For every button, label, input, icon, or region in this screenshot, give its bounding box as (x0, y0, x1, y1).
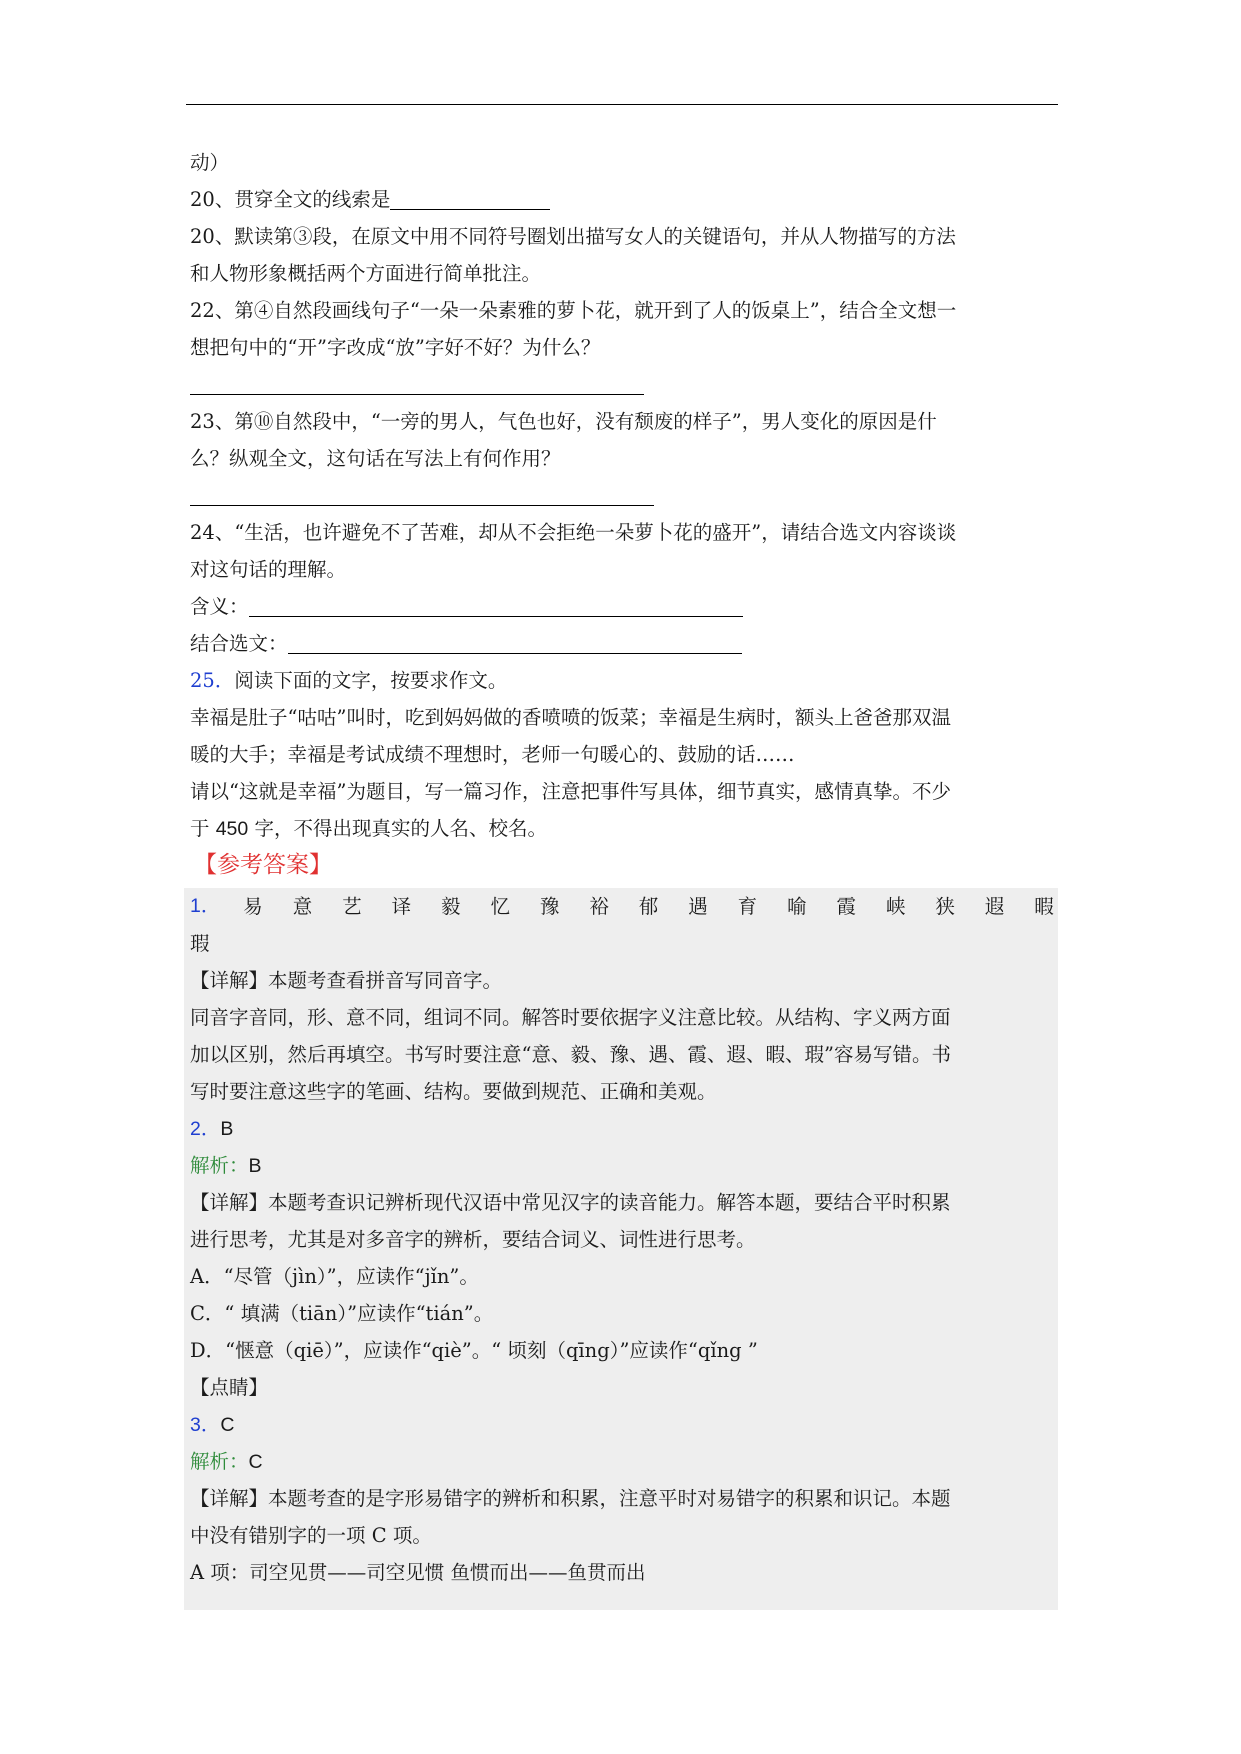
q23-line2: 么？纵观全文，这句话在写法上有何作用？ (190, 447, 561, 470)
a1-char: 峡 (885, 895, 906, 918)
q20a-line (190, 181, 1056, 218)
a2-detail-1: 【详解】本题考查识记辨析现代汉语中常见汉字的读音能力。解答本题，要结合平时积累 (190, 1191, 951, 1214)
q24-context-line (190, 625, 1056, 662)
a1-char: 意 (292, 895, 313, 918)
a1-detail-1: 【详解】本题考查看拼音写同音字。 (190, 969, 503, 992)
a3-detail-2: 中没有错别字的一项 C 项。 (190, 1524, 432, 1547)
q22-line2: 想把句中的“开”字改成“放”字好不好？为什么？ (190, 336, 601, 359)
q23-answer-blank[interactable] (190, 477, 1056, 514)
q24-meaning-line (190, 588, 1056, 625)
q24-meaning-blank[interactable] (249, 594, 743, 617)
q25-p1-line1: 幸福是肚子“咕咕”叫时，吃到妈妈做的香喷喷的饭菜；幸福是生病时，额头上爸爸那双温 (190, 706, 951, 729)
a3-option-a: A 项：司空见贯——司空见惯 鱼惯而出——鱼贯而出 (190, 1561, 646, 1584)
q24-line2: 对这句话的理解。 (190, 558, 347, 581)
a1-detail-4: 写时要注意这些字的笔画、结构。要做到规范、正确和美观。 (190, 1080, 717, 1103)
a1-char: 喻 (787, 895, 807, 918)
word-count: 450 (215, 818, 249, 840)
q25-number: 25． (190, 669, 235, 692)
q25-p2-line2 (190, 810, 1056, 847)
a2-number: 2． (190, 1118, 221, 1140)
q25-p2-line2-start: 于 (190, 817, 216, 840)
q20b-line1: 20、默读第③段，在原文中用不同符号圈划出描写女人的关键语句，并从人物描写的方法 (190, 225, 956, 248)
questions-section (190, 144, 1056, 884)
a1-last-char: 瑕 (190, 932, 210, 955)
q24-context-blank[interactable] (288, 631, 742, 654)
q25-p1-line2: 暖的大手；幸福是考试成绩不理想时，老师一句暖心的、鼓励的话…… (190, 743, 795, 766)
a3-parse-value: C (248, 1451, 263, 1473)
a2-parse-label: 解析： (190, 1154, 249, 1177)
a2-detail-2: 进行思考，尤其是对多音字的辨析，要结合词义、词性进行思考。 (190, 1228, 756, 1251)
a1-char: 遐 (984, 895, 1005, 918)
a1-char: 裕 (589, 895, 609, 918)
q19-tail: 动） (190, 151, 230, 174)
q25-head: 阅读下面的文字，按要求作文。 (234, 669, 508, 692)
a3-number: 3． (190, 1414, 221, 1436)
a1-detail-2: 同音字音同，形、意不同，组词不同。解答时要依据字义注意比较。从结构、字义两方面 (190, 1006, 951, 1029)
a1-char: 译 (391, 895, 412, 918)
a2-letter: B (220, 1118, 234, 1140)
a1-char: 郁 (638, 895, 659, 918)
a1-detail-3: 加以区别，然后再填空。书写时要注意“意、毅、豫、遇、霞、遐、暇、瑕”容易写错。书 (190, 1043, 951, 1066)
header-rule (186, 104, 1058, 105)
a2-parse (190, 1147, 1054, 1184)
a3-letter: C (220, 1414, 235, 1436)
a1-char: 忆 (490, 895, 510, 918)
a1-char: 豫 (539, 895, 560, 918)
a2-tip: 【点睛】 (190, 1376, 269, 1399)
a1-line (190, 888, 1054, 925)
a1-char: 暇 (1034, 895, 1054, 918)
q23-line1: 23、第⑩自然段中，“一旁的男人，气色也好，没有颓废的样子”，男人变化的原因是什 (190, 410, 937, 433)
a1-number: 1． (190, 895, 221, 917)
a1-character-list (243, 888, 1054, 925)
a3-parse-label: 解析： (190, 1450, 249, 1473)
q24-context-label: 结合选文： (190, 632, 288, 655)
q25-p2-line2-end: 字，不得出现真实的人名、校名。 (248, 817, 547, 840)
a1-char: 遇 (688, 895, 708, 918)
a2-parse-value: B (248, 1155, 262, 1177)
a3-parse (190, 1443, 1054, 1480)
q22-line1: 22、第④自然段画线句子“一朵一朵素雅的萝卜花，就开到了人的饭桌上”，结合全文想一 (190, 299, 957, 322)
q24-line1: 24、“生活，也许避免不了苦难，却从不会拒绝一朵萝卜花的盛开”，请结合选文内容谈谈 (190, 521, 957, 544)
q20a-text: 20、贯穿全文的线索是 (190, 188, 391, 211)
answers-section (184, 888, 1058, 1610)
q22-answer-blank[interactable] (190, 366, 1056, 403)
a1-char: 易 (243, 895, 263, 918)
a1-char: 狭 (935, 895, 955, 918)
a1-char: 毅 (441, 895, 461, 918)
a1-char: 霞 (836, 895, 857, 918)
a2-option-c: C．“ 填满（tiān）”应读作“tián”。 (190, 1302, 494, 1325)
a2-option-d: D．“惬意（qiē）”，应读作“qiè”。“ 顷刻（qīng）”应读作“qǐng ” (190, 1339, 758, 1362)
answers-title: 【参考答案】 (194, 852, 332, 878)
q25-p2-line1: 请以“这就是幸福”为题目，写一篇习作，注意把事件写具体，细节真实，感情真挚。不少 (190, 780, 951, 803)
a1-char: 育 (737, 895, 758, 918)
q20a-answer-blank[interactable] (390, 187, 550, 210)
a1-char: 艺 (342, 895, 362, 918)
a2-option-a: A．“尽管（jìn）”，应读作“jǐn”。 (190, 1265, 479, 1288)
q24-meaning-label: 含义： (190, 595, 249, 618)
a3-line (190, 1406, 1054, 1443)
q25-head-line (190, 662, 1056, 699)
a3-detail-1: 【详解】本题考查的是字形易错字的辨析和积累，注意平时对易错字的积累和识记。本题 (190, 1487, 951, 1510)
q20b-line2: 和人物形象概括两个方面进行简单批注。 (190, 262, 542, 285)
a2-line (190, 1110, 1054, 1147)
